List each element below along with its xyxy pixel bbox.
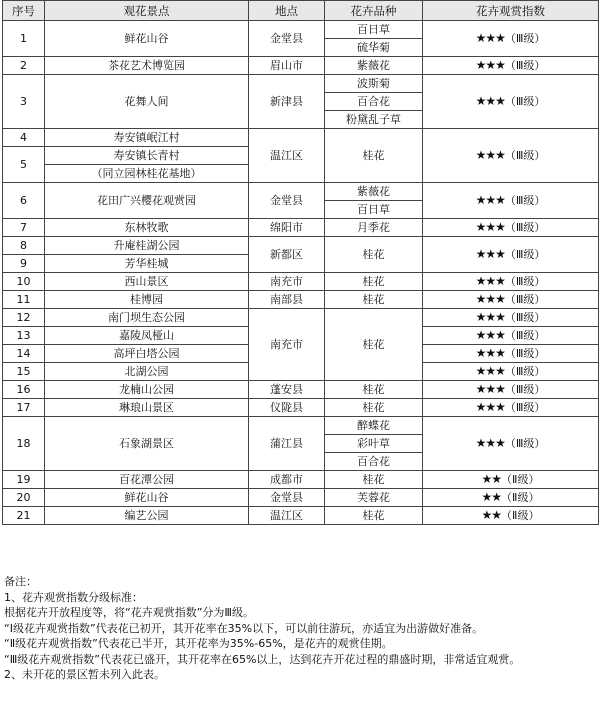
remarks-line: “Ⅱ级花卉观赏指数”代表花已半开，其开花率为35%-65%，是花卉的观赏佳期。 — [4, 637, 393, 650]
row-number: 11 — [3, 291, 45, 309]
flower-variety: 桂花 — [325, 381, 423, 399]
level: （Ⅲ级） — [504, 194, 546, 207]
row-number: 12 — [3, 309, 45, 327]
place: 温江区 — [249, 129, 325, 183]
row-number: 1 — [3, 21, 45, 57]
view-index — [423, 129, 599, 183]
header-no: 序号 — [3, 1, 45, 21]
flower-variety: 紫薇花 — [325, 183, 423, 201]
remarks-title: 备注： — [4, 575, 37, 588]
row-number: 2 — [3, 57, 45, 75]
spot-name: 龙楠山公园 — [45, 381, 249, 399]
flower-variety: 月季花 — [325, 219, 423, 237]
spot-name: 升庵桂湖公园 — [45, 237, 249, 255]
spot-name: 寿安镇长青村 — [45, 147, 249, 165]
flower-variety: 桂花 — [325, 273, 423, 291]
view-index — [423, 21, 599, 57]
row-number: 20 — [3, 489, 45, 507]
stars: ★★ — [481, 508, 502, 522]
table-row — [3, 507, 599, 525]
row-number: 6 — [3, 183, 45, 219]
flower-variety: 桂花 — [325, 129, 423, 183]
remarks-line: “Ⅰ级花卉观赏指数”代表花已初开，其开花率在35%以下，可以前往游玩，亦适宜为出游做好准备。 — [4, 621, 484, 635]
row-number: 9 — [3, 255, 45, 273]
table-row — [3, 57, 599, 75]
flower-variety: 彩叶草 — [325, 435, 423, 453]
flower-variety: 桂花 — [325, 507, 423, 525]
level: （Ⅲ级） — [504, 275, 546, 288]
view-index — [423, 345, 599, 363]
spot-name: 寿安镇岷江村 — [45, 129, 249, 147]
header-flowers: 花卉品种 — [325, 1, 423, 21]
spot-name: 南门坝生态公园 — [45, 309, 249, 327]
view-index — [423, 471, 599, 489]
view-index — [423, 183, 599, 219]
place: 金堂县 — [249, 21, 325, 57]
view-index — [423, 489, 599, 507]
flower-variety: 桂花 — [325, 237, 423, 273]
table-row — [3, 417, 599, 435]
view-index — [423, 273, 599, 291]
spot-name: 嘉陵凤桠山 — [45, 327, 249, 345]
stars: ★★★ — [475, 382, 505, 396]
flower-variety: 百日草 — [325, 21, 423, 39]
view-index — [423, 57, 599, 75]
row-number: 17 — [3, 399, 45, 417]
place: 新津县 — [249, 75, 325, 129]
level: （Ⅲ级） — [504, 59, 546, 72]
table-row — [3, 219, 599, 237]
flower-variety: 桂花 — [325, 399, 423, 417]
flower-variety: 波斯菊 — [325, 75, 423, 93]
flower-variety: 百合花 — [325, 453, 423, 471]
table-row — [3, 237, 599, 255]
spot-name: 百花潭公园 — [45, 471, 249, 489]
place: 温江区 — [249, 507, 325, 525]
header-index: 花卉观赏指数 — [423, 1, 599, 21]
level: （Ⅲ级） — [504, 365, 546, 378]
level: （Ⅲ级） — [504, 401, 546, 414]
level: （Ⅱ级） — [501, 473, 540, 486]
table-row — [3, 273, 599, 291]
remarks-line: 根据花卉开放程度等，将“花卉观赏指数”分为Ⅲ级。 — [4, 606, 254, 619]
level: （Ⅲ级） — [504, 248, 546, 261]
view-index — [423, 417, 599, 471]
flower-variety: 桂花 — [325, 471, 423, 489]
row-number: 10 — [3, 273, 45, 291]
row-number: 21 — [3, 507, 45, 525]
spot-name-sub: （同立园林桂花基地） — [45, 165, 249, 183]
row-number: 5 — [3, 147, 45, 183]
place: 蓬安县 — [249, 381, 325, 399]
level: （Ⅲ级） — [504, 32, 546, 45]
header-place: 地点 — [249, 1, 325, 21]
table-header-row — [3, 1, 599, 21]
row-number: 19 — [3, 471, 45, 489]
remarks-line: 2、未开花的景区暂未列入此表。 — [4, 668, 165, 681]
flower-variety: 醉蝶花 — [325, 417, 423, 435]
flower-variety: 硫华菊 — [325, 39, 423, 57]
row-number: 14 — [3, 345, 45, 363]
view-index — [423, 363, 599, 381]
level: （Ⅲ级） — [504, 329, 546, 342]
spot-name: 北湖公园 — [45, 363, 249, 381]
table-row — [3, 399, 599, 417]
place: 金堂县 — [249, 183, 325, 219]
table-row — [3, 309, 599, 327]
stars: ★★★ — [475, 328, 505, 342]
spot-name: 鲜花山谷 — [45, 21, 249, 57]
row-number: 3 — [3, 75, 45, 129]
spot-name: 花舞人间 — [45, 75, 249, 129]
row-number: 8 — [3, 237, 45, 255]
view-index — [423, 219, 599, 237]
remarks-line: 1、花卉观赏指数分级标准： — [4, 590, 143, 604]
view-index — [423, 507, 599, 525]
place: 新都区 — [249, 237, 325, 273]
flower-variety: 芙蓉花 — [325, 489, 423, 507]
view-index — [423, 237, 599, 273]
spot-name: 桂博园 — [45, 291, 249, 309]
remarks-line: “Ⅲ级花卉观赏指数”代表花已盛开，其开花率在65%以上，达到花卉开花过程的鼎盛时期，非常适宜观赏。 — [4, 652, 521, 666]
view-index — [423, 291, 599, 309]
place: 南部县 — [249, 291, 325, 309]
place: 蒲江县 — [249, 417, 325, 471]
place: 成都市 — [249, 471, 325, 489]
stars: ★★★ — [475, 346, 505, 360]
level: （Ⅱ级） — [501, 509, 540, 522]
spot-name: 琳琅山景区 — [45, 399, 249, 417]
flower-index-table — [2, 0, 599, 525]
place: 金堂县 — [249, 489, 325, 507]
view-index — [423, 327, 599, 345]
place: 眉山市 — [249, 57, 325, 75]
row-number: 13 — [3, 327, 45, 345]
flower-variety: 紫薇花 — [325, 57, 423, 75]
spot-name: 茶花艺术博览园 — [45, 57, 249, 75]
spot-name: 东林牧歌 — [45, 219, 249, 237]
table-row — [3, 75, 599, 93]
table-row — [3, 21, 599, 39]
table-row — [3, 183, 599, 201]
view-index — [423, 309, 599, 327]
row-number: 7 — [3, 219, 45, 237]
stars: ★★★ — [475, 220, 505, 234]
table-row — [3, 489, 599, 507]
level: （Ⅲ级） — [504, 221, 546, 234]
view-index — [423, 381, 599, 399]
level: （Ⅲ级） — [504, 293, 546, 306]
place: 南充市 — [249, 309, 325, 381]
flower-variety: 桂花 — [325, 291, 423, 309]
stars: ★★★ — [475, 31, 505, 45]
flower-variety: 百日草 — [325, 201, 423, 219]
table-row — [3, 129, 599, 147]
level: （Ⅲ级） — [504, 311, 546, 324]
place: 南充市 — [249, 273, 325, 291]
row-number: 18 — [3, 417, 45, 471]
stars: ★★★ — [475, 148, 505, 162]
table-row — [3, 381, 599, 399]
level: （Ⅲ级） — [504, 383, 546, 396]
stars: ★★★ — [475, 193, 505, 207]
remarks-section — [4, 574, 596, 683]
level: （Ⅱ级） — [501, 491, 540, 504]
spot-name: 西山景区 — [45, 273, 249, 291]
stars: ★★★ — [475, 247, 505, 261]
place: 仪陇县 — [249, 399, 325, 417]
view-index — [423, 399, 599, 417]
spot-name: 编艺公园 — [45, 507, 249, 525]
row-number: 4 — [3, 129, 45, 147]
view-index — [423, 75, 599, 129]
table-row — [3, 471, 599, 489]
spot-name: 石象湖景区 — [45, 417, 249, 471]
level: （Ⅲ级） — [504, 347, 546, 360]
stars: ★★★ — [475, 292, 505, 306]
flower-variety: 粉黛乱子草 — [325, 111, 423, 129]
stars: ★★★ — [475, 436, 505, 450]
spot-name: 花田广兴樱花观赏园 — [45, 183, 249, 219]
stars: ★★ — [481, 472, 502, 486]
row-number: 15 — [3, 363, 45, 381]
flower-variety: 桂花 — [325, 309, 423, 381]
stars: ★★★ — [475, 274, 505, 288]
spot-name: 鲜花山谷 — [45, 489, 249, 507]
spot-name: 高坪白塔公园 — [45, 345, 249, 363]
stars: ★★ — [481, 490, 502, 504]
place: 绵阳市 — [249, 219, 325, 237]
level: （Ⅲ级） — [504, 437, 546, 450]
stars: ★★★ — [475, 58, 505, 72]
stars: ★★★ — [475, 94, 505, 108]
spot-name: 芳华桂城 — [45, 255, 249, 273]
stars: ★★★ — [475, 310, 505, 324]
row-number: 16 — [3, 381, 45, 399]
level: （Ⅲ级） — [504, 95, 546, 108]
table-row — [3, 291, 599, 309]
stars: ★★★ — [475, 400, 505, 414]
header-spot: 观花景点 — [45, 1, 249, 21]
flower-variety: 百合花 — [325, 93, 423, 111]
level: （Ⅲ级） — [504, 149, 546, 162]
stars: ★★★ — [475, 364, 505, 378]
